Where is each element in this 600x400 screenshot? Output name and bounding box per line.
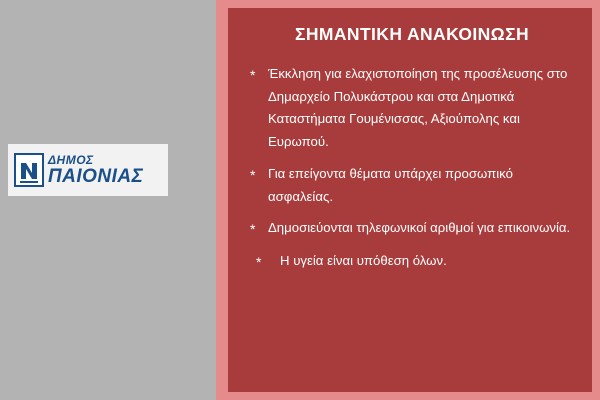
left-panel — [0, 0, 216, 400]
bullet-marker: * — [256, 254, 262, 271]
bullet-text: Έκκληση για ελαχιστοποίηση της προσέλευσης στο Δημαρχείο Πολυκάστρου και στα Δημοτικά Καταστήματα Γουμένισσας, Αξιούπολης και Ευρωπού. — [268, 66, 568, 150]
bullet-marker: * — [250, 221, 256, 238]
announcement-title: ΣΗΜΑΝΤΙΚΗ ΑΝΑΚΟΙΝΩΣΗ — [294, 24, 530, 44]
bullet-text: Για επείγοντα θέματα υπάρχει προσωπικό ασφαλείας. — [268, 165, 513, 204]
bullet-text: Δημοσιεύονται τηλεφωνικοί αριθμοί για επικοινωνία. — [268, 220, 571, 236]
municipality-logo-text — [48, 154, 143, 186]
list-item — [250, 250, 574, 274]
bullet-marker: * — [250, 67, 256, 83]
list-item — [250, 217, 574, 241]
announcement-bullet-list — [250, 63, 574, 274]
list-item — [250, 63, 574, 154]
list-item — [250, 163, 574, 208]
bullet-text: Η υγεία είναι υπόθεση όλων. — [280, 253, 447, 269]
logo-line-2: ΠΑΙΟΝΙΑΣ — [48, 166, 144, 187]
bullet-marker: * — [250, 166, 256, 183]
municipality-emblem-icon — [14, 153, 44, 187]
municipality-logo — [8, 144, 168, 196]
logo-line-1: ΔΗΜΟΣ — [48, 153, 94, 167]
announcement-panel — [228, 8, 592, 392]
